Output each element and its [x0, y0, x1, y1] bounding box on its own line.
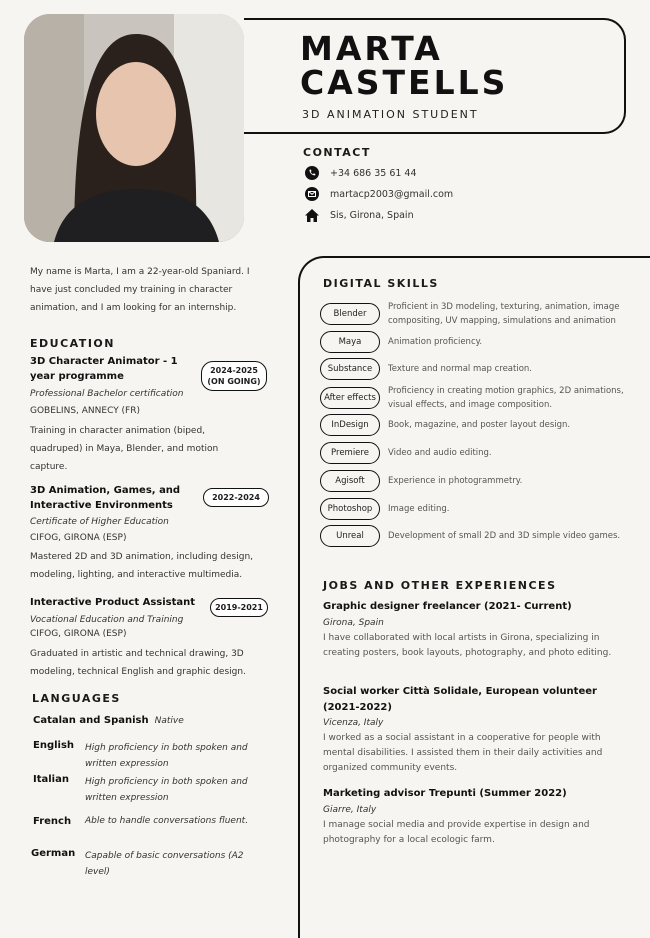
skill-row [320, 525, 628, 547]
skill-desc: Texture and normal map creation. [388, 364, 532, 374]
education-title-3: Interactive Product Assistant [30, 597, 196, 608]
education-dates-1: 2024-2025 (ON GOING) [201, 361, 267, 391]
language-level-italian: High proficiency in both spoken and written expression [85, 777, 248, 803]
languages-heading: LANGUAGES [32, 692, 121, 705]
skill-pill-indesign: InDesign [320, 414, 380, 436]
contact-email [304, 186, 453, 202]
skill-row [320, 384, 628, 412]
education-school-3: CIFOG, GIRONA (ESP) [30, 629, 127, 639]
language-native [33, 715, 184, 726]
skill-row [320, 358, 628, 380]
skill-pill-premiere: Premiere [320, 442, 380, 464]
contact-location [304, 207, 414, 223]
skill-row [320, 470, 628, 492]
education-school-1: GOBELINS, ANNECY (FR) [30, 406, 140, 416]
education-desc-1: Training in character animation (biped, quadruped) in Maya, Blender, and motion capture. [30, 426, 219, 472]
skill-pill-photoshop: Photoshop [320, 498, 380, 520]
email-text[interactable]: martacp2003@gmail.com [330, 188, 454, 200]
job-title-1: Graphic designer freelancer (2021- Current) [323, 601, 572, 612]
language-native-label: Catalan and Spanish [33, 715, 149, 726]
education-desc-2: Mastered 2D and 3D animation, including design, modeling, lighting, and interactive multimedia. [30, 552, 254, 580]
skill-desc: Proficient in 3D modeling, texturing, animation, image compositing, UV mapping, simulations and animation [388, 302, 620, 326]
skill-row [320, 300, 628, 328]
language-level-english: High proficiency in both spoken and written expression [85, 743, 248, 769]
home-icon [304, 207, 320, 223]
skill-desc: Development of small 2D and 3D simple video games. [388, 531, 621, 541]
job-desc-2: I worked as a social assistant in a cooperative for people with mental disabilities. I assisted them in their daily activities and organized community events. [323, 733, 603, 773]
language-level-german: Capable of basic conversations (A2 level) [85, 851, 244, 877]
skill-desc: Book, magazine, and poster layout design. [388, 420, 571, 430]
education-certificate-3: Vocational Education and Training [30, 615, 184, 625]
language-name-italian: Italian [33, 774, 69, 785]
contact-phone [304, 165, 417, 181]
job-place-3: Giarre, Italy [323, 805, 377, 815]
job-title-2: Social worker Città Solidale, European volunteer (2021-2022) [323, 686, 597, 713]
last-name: CASTELLS [300, 63, 509, 102]
skill-row [320, 498, 628, 520]
language-name-english: English [33, 740, 75, 751]
skill-pill-agisoft: Agisoft [320, 470, 380, 492]
location-text: Sis, Girona, Spain [330, 209, 414, 221]
education-certificate-1: Professional Bachelor certification [30, 389, 184, 399]
language-native-level: Native [154, 716, 184, 726]
job-place-2: Vicenza, Italy [323, 718, 384, 728]
about-text: My name is Marta, I am a 22-year-old Spaniard. I have just concluded my training in character animation, and I am looking for an internship. [30, 267, 250, 313]
education-dates-2: 2022-2024 [203, 488, 269, 507]
skill-row [320, 414, 628, 436]
education-desc-3: Graduated in artistic and technical drawing, 3D modeling, technical English and graphic design. [30, 649, 246, 677]
job-title-3: Marketing advisor Trepunti (Summer 2022) [323, 788, 567, 799]
skill-desc: Image editing. [388, 504, 450, 514]
skill-row [320, 442, 628, 464]
email-icon [304, 186, 320, 202]
skill-pill-blender: Blender [320, 303, 380, 325]
phone-icon [304, 165, 320, 181]
phone-text[interactable]: +34 686 35 61 44 [330, 167, 417, 179]
language-name-french: French [33, 816, 72, 827]
candidate-name [300, 29, 509, 102]
skill-pill-maya: Maya [320, 331, 380, 353]
skill-pill-substance: Substance [320, 358, 380, 380]
education-heading: EDUCATION [30, 337, 115, 350]
language-level-french: Able to handle conversations fluent. [85, 816, 249, 826]
education-certificate-2: Certificate of Higher Education [30, 517, 169, 527]
education-title-2: 3D Animation, Games, and Interactive Environments [30, 485, 181, 511]
candidate-role: 3D ANIMATION STUDENT [302, 108, 479, 121]
first-name: MARTA [300, 29, 443, 68]
skill-pill-unreal: Unreal [320, 525, 380, 547]
profile-photo [24, 14, 244, 242]
skill-pill-after-effects: After effects [320, 387, 380, 409]
education-title-1: 3D Character Animator - 1 year programme [30, 356, 178, 382]
skill-desc: Experience in photogrammetry. [388, 476, 523, 486]
education-dates-3: 2019-2021 [210, 598, 268, 617]
job-desc-1: I have collaborated with local artists in Girona, specializing in creating posters, book layouts, photography, and photo editing. [323, 633, 612, 658]
skill-desc: Animation proficiency. [388, 337, 483, 347]
job-desc-3: I manage social media and provide expertise in design and photography for a local ecologic farm. [323, 820, 590, 845]
skills-heading: DIGITAL SKILLS [323, 277, 439, 290]
jobs-heading: JOBS AND OTHER EXPERIENCES [323, 579, 557, 592]
skill-row [320, 331, 628, 353]
skill-desc: Proficiency in creating motion graphics, 2D animations, visual effects, and image composition. [388, 386, 624, 410]
contact-heading: CONTACT [303, 146, 371, 159]
education-school-2: CIFOG, GIRONA (ESP) [30, 533, 127, 543]
language-name-german: German [31, 848, 76, 859]
skill-desc: Video and audio editing. [388, 448, 492, 458]
job-place-1: Girona, Spain [323, 618, 384, 628]
